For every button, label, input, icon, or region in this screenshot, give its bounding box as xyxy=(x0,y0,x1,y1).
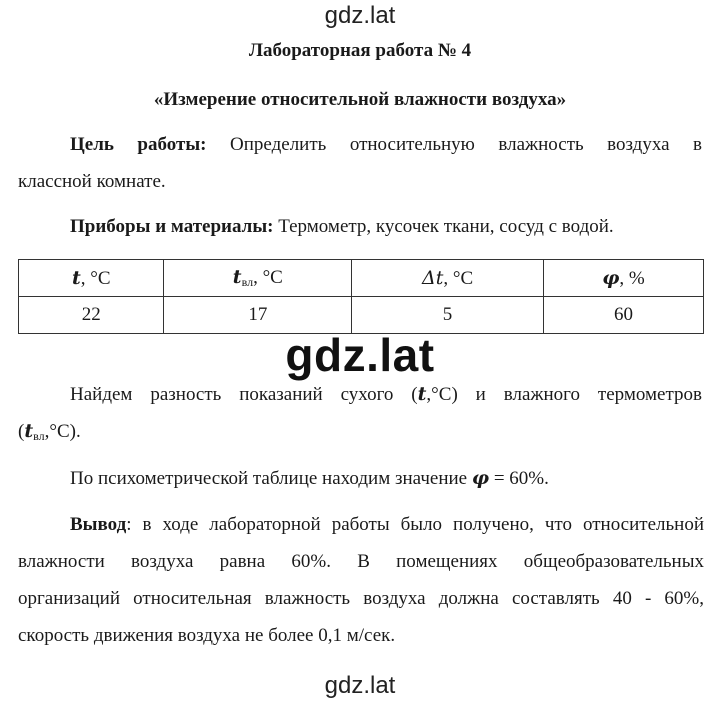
goal-line-1 xyxy=(18,126,702,163)
materials-section xyxy=(70,208,710,245)
difference-line-1: Найдем разность показаний сухого (t,°C) и влажного термометров xyxy=(70,383,702,405)
conclusion-line-3: организаций относительная влажность воздуха должна составлять 40 - 60%, xyxy=(18,588,704,609)
goal-text-1: Определить относительную влажность воздуха в xyxy=(230,134,703,155)
table-header-cell: t, °C xyxy=(19,260,164,297)
watermark-bottom: gdz.lat xyxy=(324,672,396,699)
psychrometric-paragraph: По психометрической таблице находим значение φ = 60%. xyxy=(70,467,549,489)
table-cell: 22 xyxy=(19,297,164,334)
page-title: Лабораторная работа № 4 xyxy=(248,40,472,61)
table-cell: 5 xyxy=(352,297,544,334)
goal-line-2: классной комнате. xyxy=(18,171,166,192)
table-header-cell: $t_{вл}$, °C xyxy=(164,260,352,297)
conclusion-paragraph xyxy=(18,506,704,654)
table-header-cell: φ, % xyxy=(543,260,703,297)
conclusion-line-2: влажности воздуха равна 60%. В помещениях общеобразовательных xyxy=(18,551,704,572)
goal-label: Цель работы: xyxy=(70,134,207,155)
watermark-middle: gdz.lat xyxy=(285,329,435,381)
watermark-top: gdz.lat xyxy=(324,2,396,29)
materials-label: Приборы и материалы: xyxy=(70,216,274,237)
table-cell: 17 xyxy=(164,297,352,334)
difference-line-2: $(t_{вл},^\circ C)$. xyxy=(18,420,81,443)
table-cell: 60 xyxy=(543,297,703,334)
table-header-cell: Δt, °C xyxy=(352,260,544,297)
conclusion-line-4: скорость движения воздуха не более 0,1 м/сек. xyxy=(18,625,396,646)
page-subtitle: «Измерение относительной влажности воздуха» xyxy=(153,89,567,110)
table-header-row xyxy=(19,260,704,297)
difference-paragraph xyxy=(18,376,702,455)
goal-section xyxy=(18,126,702,200)
materials-text: Термометр, кусочек ткани, сосуд с водой. xyxy=(278,216,614,237)
measurement-table xyxy=(18,259,704,334)
conclusion-line-1: Вывод: в ходе лабораторной работы было получено, что относительной xyxy=(70,514,704,535)
